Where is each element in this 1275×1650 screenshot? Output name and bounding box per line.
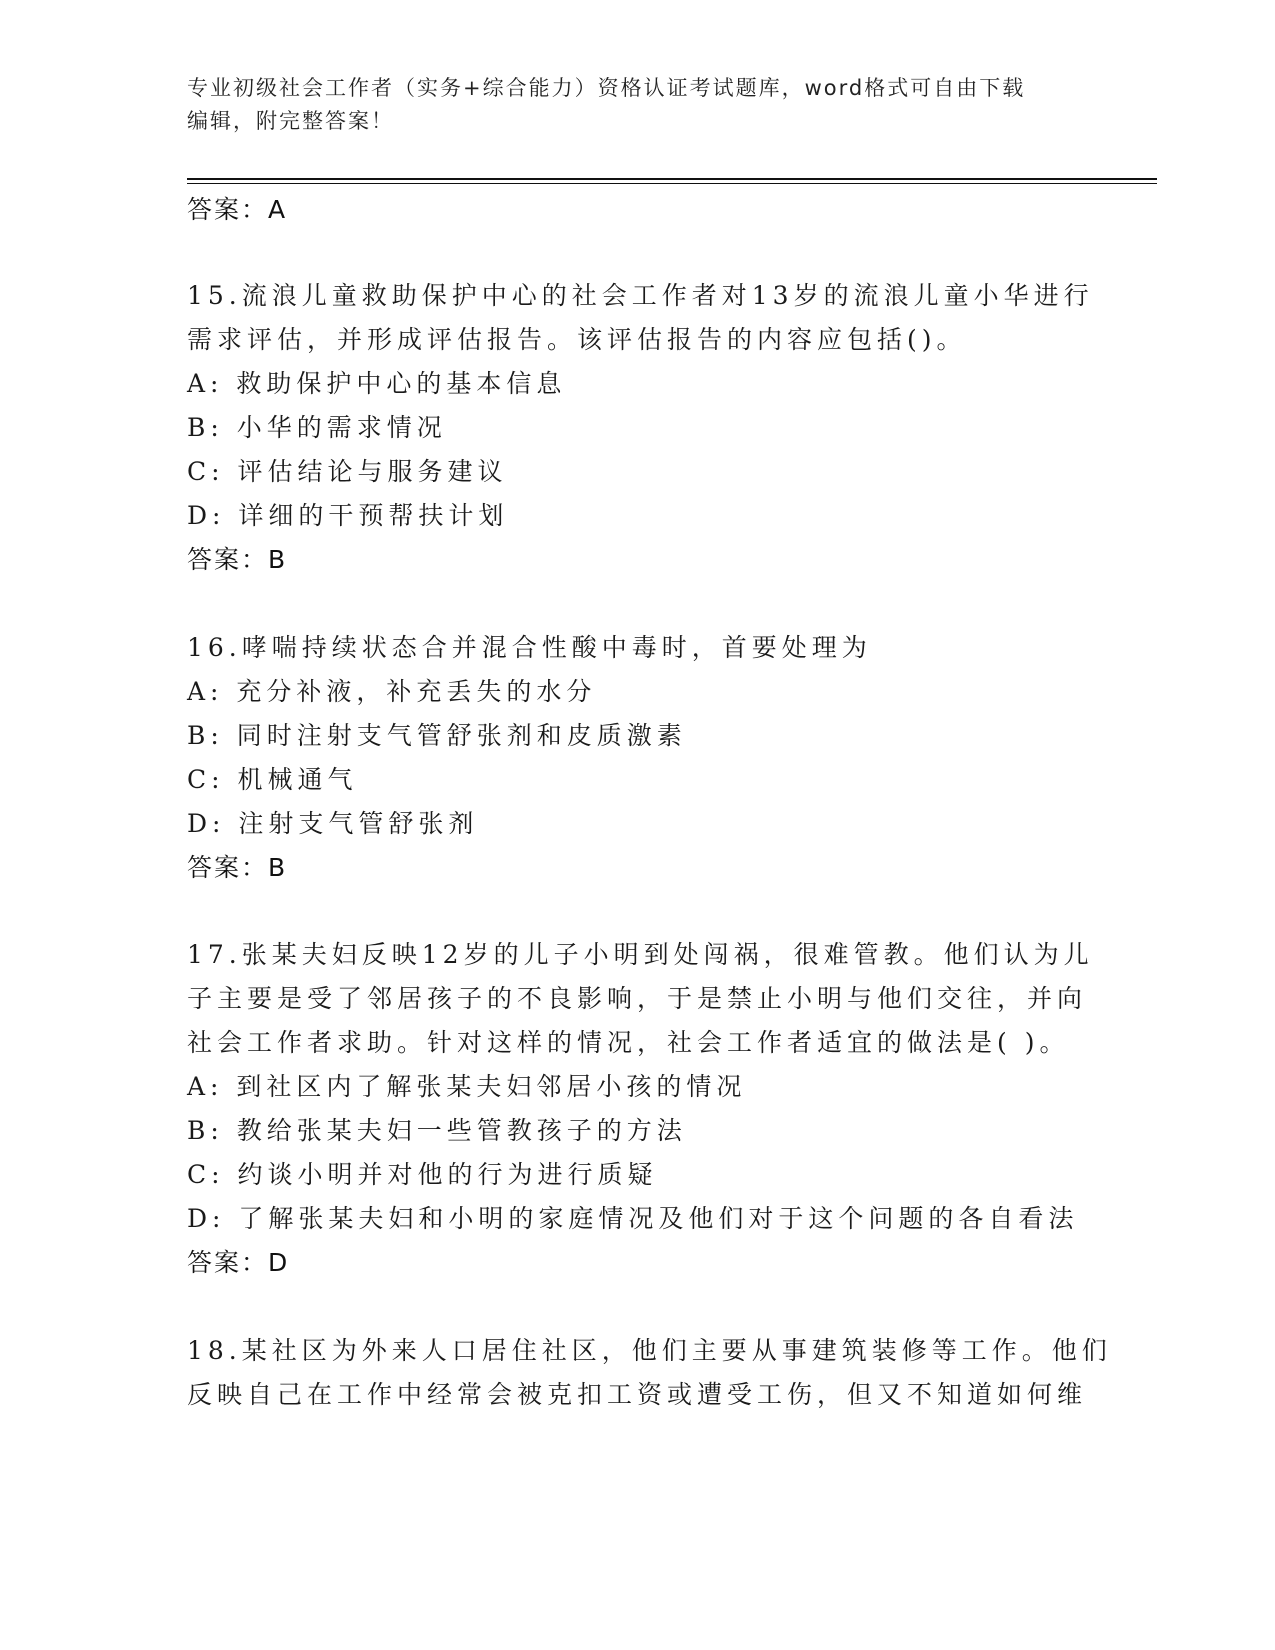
header-rule	[187, 178, 1157, 180]
question-15-option-d: D: 详细的干预帮扶计划	[187, 501, 509, 530]
question-16-option-d: D: 注射支气管舒张剂	[187, 809, 479, 838]
header-rule-thin	[187, 183, 1157, 184]
question-18-stem-line: 反映自己在工作中经常会被克扣工资或遭受工伤，但又不知道如何维	[187, 1380, 1088, 1409]
question-15-option-b: B: 小华的需求情况	[187, 413, 447, 442]
question-17-option-d: D: 了解张某夫妇和小明的家庭情况及他们对于这个问题的各自看法	[187, 1204, 1079, 1233]
question-17-stem-line: 子主要是受了邻居孩子的不良影响，于是禁止小明与他们交往，并向	[187, 984, 1088, 1013]
question-15-stem-line: 需求评估，并形成评估报告。该评估报告的内容应包括()。	[187, 325, 967, 354]
question-15-stem-line: 15.流浪儿童救助保护中心的社会工作者对13岁的流浪儿童小华进行	[187, 281, 1094, 310]
previous-answer: 答案：A	[187, 195, 288, 224]
question-16-option-c: C: 机械通气	[187, 765, 358, 794]
question-17-answer: 答案：D	[187, 1248, 290, 1277]
question-17-option-b: B: 教给张某夫妇一些管教孩子的方法	[187, 1116, 687, 1145]
question-18-stem-line: 18.某社区为外来人口居住社区，他们主要从事建筑装修等工作。他们	[187, 1336, 1112, 1365]
question-15-option-c: C: 评估结论与服务建议	[187, 457, 508, 486]
document-header	[187, 72, 1087, 138]
question-17-stem-line: 17.张某夫妇反映12岁的儿子小明到处闯祸，很难管教。他们认为儿	[187, 940, 1094, 969]
header-line-1: 专业初级社会工作者（实务+综合能力）资格认证考试题库，word格式可自由下载	[187, 76, 1026, 100]
question-15-answer: 答案：B	[187, 545, 288, 574]
header-line-2: 编辑，附完整答案！	[187, 109, 394, 133]
question-17-option-a: A: 到社区内了解张某夫妇邻居小孩的情况	[187, 1072, 747, 1101]
question-16-option-a: A: 充分补液，补充丢失的水分	[187, 677, 597, 706]
question-15-option-a: A: 救助保护中心的基本信息	[187, 369, 567, 398]
question-16-answer: 答案：B	[187, 853, 288, 882]
question-17-stem-line: 社会工作者求助。针对这样的情况，社会工作者适宜的做法是( )。	[187, 1028, 1070, 1057]
question-17-option-c: C: 约谈小明并对他的行为进行质疑	[187, 1160, 658, 1189]
question-16-option-b: B: 同时注射支气管舒张剂和皮质激素	[187, 721, 687, 750]
question-16-stem-line: 16.哮喘持续状态合并混合性酸中毒时，首要处理为	[187, 633, 872, 662]
